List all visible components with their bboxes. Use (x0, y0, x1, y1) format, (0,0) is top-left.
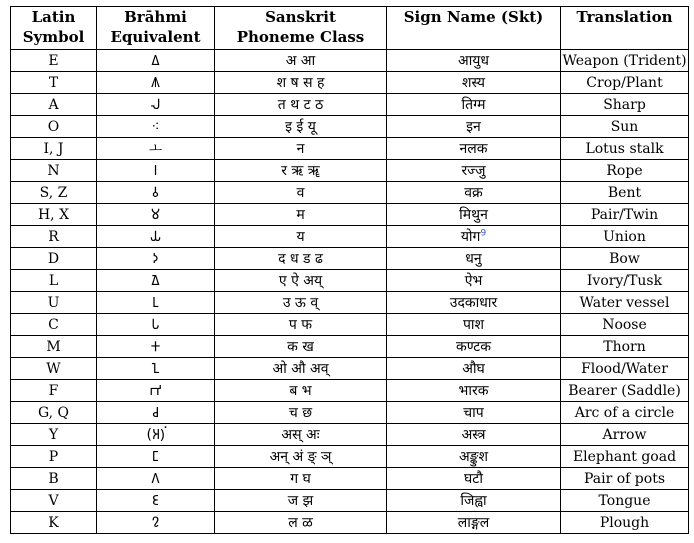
cell-sign-name-text: जिह्वा (460, 492, 487, 509)
cell-latin-symbol (11, 116, 97, 138)
cell-sign-name-text: अङ्कुश (458, 448, 489, 465)
cell-latin-symbol (11, 248, 97, 270)
cell-translation (561, 358, 689, 380)
cell-brahmi-equivalent (97, 292, 215, 314)
cell-phoneme-class-text: ब भ (289, 382, 312, 399)
header-translation (561, 7, 689, 50)
cell-brahmi-equivalent (97, 424, 215, 446)
symbol-table (10, 6, 689, 534)
cell-latin-symbol-text: T (48, 74, 59, 91)
cell-phoneme-class (215, 226, 387, 248)
cell-phoneme-class (215, 160, 387, 182)
cell-phoneme-class (215, 402, 387, 424)
cell-translation-text: Arrow (602, 426, 647, 443)
cell-translation-text: Weapon (Trident) (562, 52, 687, 69)
cell-latin-symbol-text: O (47, 118, 60, 135)
cell-brahmi-equivalent-text: 𑀍 (151, 514, 160, 531)
cell-translation (561, 204, 689, 226)
cell-phoneme-class-text: ज झ (287, 492, 314, 509)
cell-latin-symbol-text: P (48, 448, 59, 465)
header-sign-line1: Sign Name (Skt) (403, 8, 544, 26)
cell-brahmi-equivalent (97, 270, 215, 292)
cell-sign-name (387, 446, 561, 468)
cell-latin-symbol-text: I, J (43, 140, 64, 157)
cell-phoneme-class (215, 490, 387, 512)
cell-brahmi-equivalent (97, 116, 215, 138)
cell-phoneme-class (215, 380, 387, 402)
cell-latin-symbol-text: R (48, 228, 59, 245)
cell-sign-name (387, 490, 561, 512)
cell-brahmi-equivalent-text: ㅗ (148, 140, 163, 157)
cell-sign-name (387, 182, 561, 204)
cell-latin-symbol (11, 72, 97, 94)
cell-brahmi-equivalent-text: 𑀫 (150, 206, 161, 223)
cell-latin-symbol-text: G, Q (37, 404, 70, 421)
cell-phoneme-class (215, 72, 387, 94)
cell-sign-name (387, 512, 561, 534)
cell-brahmi-equivalent-text: 𑀚 (151, 492, 160, 509)
cell-sign-name (387, 358, 561, 380)
cell-phoneme-class-text: न (296, 140, 305, 157)
cell-brahmi-equivalent-text: 𑀘 (151, 404, 160, 421)
cell-latin-symbol (11, 380, 97, 402)
cell-brahmi-equivalent (97, 402, 215, 424)
header-translation-line1: Translation (576, 8, 673, 26)
cell-phoneme-class (215, 358, 387, 380)
cell-latin-symbol-text: W (46, 360, 61, 377)
cell-brahmi-equivalent-text: 𑀗 (151, 448, 160, 465)
cell-translation-text: Pair of pots (583, 470, 666, 487)
cell-phoneme-class (215, 50, 387, 72)
cell-phoneme-class-text: इ ई यू (285, 118, 316, 135)
cell-latin-symbol-text: H, X (37, 206, 70, 223)
cell-brahmi-equivalent (97, 336, 215, 358)
cell-sign-name (387, 50, 561, 72)
cell-translation-text: Tongue (598, 492, 651, 509)
cell-translation (561, 226, 689, 248)
cell-latin-symbol (11, 446, 97, 468)
cell-brahmi-equivalent-text: 𑀑 (151, 360, 160, 377)
header-brahmi-line2: Equivalent (110, 28, 201, 46)
cell-latin-symbol (11, 50, 97, 72)
cell-sign-name-text: औघ (462, 360, 485, 377)
cell-sign-name (387, 424, 561, 446)
table-row (11, 446, 689, 468)
cell-sign-name-text: आयुध (457, 52, 490, 69)
cell-translation (561, 424, 689, 446)
cell-brahmi-equivalent-text: 𑀉 (152, 294, 159, 311)
cell-phoneme-class-text: प फ (288, 316, 313, 333)
cell-translation-text: Rope (606, 162, 643, 179)
cell-latin-symbol-text: E (48, 52, 59, 69)
cell-phoneme-class (215, 182, 387, 204)
footnote-link[interactable]: 9 (480, 227, 487, 238)
cell-translation-text: Elephant goad (572, 448, 677, 465)
cell-sign-name-text: मिथुन (459, 206, 488, 223)
cell-translation-text: Pair/Twin (590, 206, 659, 223)
cell-brahmi-equivalent (97, 380, 215, 402)
cell-translation (561, 490, 689, 512)
cell-phoneme-class (215, 138, 387, 160)
cell-sign-name-text: तिग्म (461, 96, 486, 113)
cell-translation-text: Sun (610, 118, 639, 135)
cell-sign-name (387, 226, 561, 248)
table-row (11, 94, 689, 116)
cell-translation-text: Noose (602, 316, 647, 333)
table-row (11, 50, 689, 72)
cell-translation-text: Thorn (603, 338, 646, 355)
cell-sign-name-text: चाप (463, 404, 484, 421)
table-header (11, 7, 689, 50)
table-row (11, 160, 689, 182)
cell-phoneme-class-text: द ध ड ढ (278, 250, 323, 267)
cell-latin-symbol (11, 270, 97, 292)
cell-translation-text: Sharp (603, 96, 646, 113)
cell-translation (561, 116, 689, 138)
cell-latin-symbol (11, 182, 97, 204)
cell-brahmi-equivalent-text: 𑀐 (150, 272, 161, 289)
table-row (11, 402, 689, 424)
cell-sign-name (387, 248, 561, 270)
cell-phoneme-class (215, 446, 387, 468)
cell-phoneme-class (215, 270, 387, 292)
cell-latin-symbol-text: C (48, 316, 59, 333)
cell-phoneme-class-text: ए ऐ अय् (278, 272, 323, 289)
cell-phoneme-class-text: च छ (288, 404, 313, 421)
cell-latin-symbol-text: F (48, 382, 59, 399)
table-row (11, 116, 689, 138)
cell-latin-symbol-text: A (48, 96, 59, 113)
cell-translation-text: Bent (607, 184, 642, 201)
cell-latin-symbol (11, 490, 97, 512)
cell-phoneme-class (215, 116, 387, 138)
header-latin-line1: Latin (31, 8, 76, 26)
cell-sign-name-text: कण्टक (455, 338, 492, 355)
cell-translation-text: Lotus stalk (585, 140, 664, 157)
cell-translation (561, 402, 689, 424)
cell-brahmi-equivalent-text: 𑀰 (150, 74, 161, 91)
cell-brahmi-equivalent-text: (𑀅)𑀁 (146, 426, 165, 443)
cell-sign-name (387, 292, 561, 314)
cell-sign-name (387, 380, 561, 402)
cell-phoneme-class-text: अ आ (285, 52, 316, 69)
cell-phoneme-class-text: म (296, 206, 305, 223)
cell-translation-text: Crop/Plant (586, 74, 663, 91)
cell-translation (561, 380, 689, 402)
cell-phoneme-class (215, 204, 387, 226)
cell-translation-text: Arc of a circle (574, 404, 675, 421)
cell-translation-text: Flood/Water (581, 360, 668, 377)
cell-brahmi-equivalent (97, 50, 215, 72)
cell-brahmi-equivalent (97, 160, 215, 182)
cell-brahmi-equivalent (97, 468, 215, 490)
cell-translation-text: Plough (599, 514, 650, 531)
table-body (11, 50, 689, 534)
cell-brahmi-equivalent (97, 138, 215, 160)
cell-latin-symbol (11, 402, 97, 424)
cell-latin-symbol-text: U (47, 294, 60, 311)
cell-brahmi-equivalent-text: 𑀮 (150, 96, 161, 113)
table-row (11, 512, 689, 534)
cell-brahmi-equivalent (97, 204, 215, 226)
cell-translation (561, 72, 689, 94)
cell-translation-text: Ivory/Tusk (586, 272, 663, 289)
cell-translation (561, 446, 689, 468)
cell-sign-name (387, 204, 561, 226)
cell-translation (561, 248, 689, 270)
cell-brahmi-equivalent-text: 𑀤 (152, 250, 159, 267)
cell-phoneme-class-text: उ ऊ व् (282, 294, 319, 311)
table-row (11, 490, 689, 512)
cell-phoneme-class-text: अस् अः (281, 426, 320, 443)
cell-sign-name-text: लाङ्गल (457, 514, 490, 531)
cell-translation (561, 336, 689, 358)
table-row (11, 424, 689, 446)
cell-latin-symbol (11, 94, 97, 116)
cell-brahmi-equivalent (97, 358, 215, 380)
cell-sign-name (387, 270, 561, 292)
cell-latin-symbol (11, 292, 97, 314)
cell-brahmi-equivalent (97, 94, 215, 116)
cell-translation-text: Water vessel (579, 294, 670, 311)
cell-sign-name-text: योग (460, 228, 481, 245)
cell-sign-name-text: इन (466, 118, 481, 135)
cell-sign-name-text: रज्जु (461, 162, 486, 179)
cell-latin-symbol-text: L (48, 272, 59, 289)
cell-phoneme-class (215, 336, 387, 358)
cell-phoneme-class-text: ग घ (290, 470, 311, 487)
cell-phoneme-class-text: य (296, 228, 305, 245)
cell-latin-symbol-text: V (48, 492, 59, 509)
cell-latin-symbol-text: S, Z (39, 184, 68, 201)
cell-sign-name (387, 402, 561, 424)
cell-translation (561, 138, 689, 160)
cell-brahmi-equivalent-text: 𑀬 (149, 228, 162, 245)
table-row (11, 248, 689, 270)
cell-latin-symbol-text: M (46, 338, 61, 355)
cell-sign-name-text: नलक (459, 140, 488, 157)
cell-brahmi-equivalent (97, 512, 215, 534)
cell-translation-text: Union (603, 228, 646, 245)
cell-brahmi-equivalent-text: 𑀕 (150, 470, 161, 487)
header-latin (11, 7, 97, 50)
cell-brahmi-equivalent-text: 𑀏 (150, 52, 161, 69)
cell-latin-symbol-text: D (47, 250, 60, 267)
cell-latin-symbol (11, 336, 97, 358)
table-row (11, 138, 689, 160)
cell-latin-symbol (11, 468, 97, 490)
cell-phoneme-class-text: श ष स ह (276, 74, 325, 91)
cell-sign-name-text: धनु (465, 250, 482, 267)
cell-latin-symbol-text: N (47, 162, 60, 179)
header-brahmi-line1: Brāhmi (124, 8, 187, 26)
cell-translation (561, 468, 689, 490)
header-latin-line2: Symbol (22, 28, 85, 46)
cell-brahmi-equivalent (97, 314, 215, 336)
cell-sign-name (387, 160, 561, 182)
cell-translation (561, 160, 689, 182)
cell-phoneme-class (215, 248, 387, 270)
cell-sign-name (387, 94, 561, 116)
table-row (11, 292, 689, 314)
table-row (11, 182, 689, 204)
cell-latin-symbol-text: K (48, 514, 59, 531)
table-row (11, 314, 689, 336)
cell-translation (561, 512, 689, 534)
table-row (11, 358, 689, 380)
cell-brahmi-equivalent (97, 226, 215, 248)
cell-phoneme-class-text: अन् अं ङ् ञ् (269, 448, 332, 465)
header-row (11, 7, 689, 50)
cell-latin-symbol (11, 512, 97, 534)
table-row (11, 380, 689, 402)
cell-phoneme-class-text: क ख (287, 338, 314, 355)
cell-phoneme-class-text: र ऋ ॠ (281, 162, 320, 179)
cell-latin-symbol (11, 424, 97, 446)
table-row (11, 336, 689, 358)
cell-translation (561, 314, 689, 336)
cell-translation-text: Bow (609, 250, 640, 267)
cell-sign-name-text: उदकाधार (449, 294, 498, 311)
cell-phoneme-class-text: ल ळ (288, 514, 313, 531)
cell-translation (561, 50, 689, 72)
cell-sign-name (387, 468, 561, 490)
cell-phoneme-class-text: त थ ट ठ (277, 96, 324, 113)
cell-latin-symbol (11, 138, 97, 160)
cell-brahmi-equivalent (97, 72, 215, 94)
cell-sign-name-text: ऐभ (464, 272, 483, 289)
cell-phoneme-class (215, 94, 387, 116)
cell-sign-name (387, 314, 561, 336)
cell-phoneme-class (215, 424, 387, 446)
table-row (11, 204, 689, 226)
header-sign-name (387, 7, 561, 50)
cell-sign-name (387, 336, 561, 358)
header-class-line1: Sanskrit (265, 8, 336, 26)
table-row (11, 226, 689, 248)
cell-sign-name-text: पाश (462, 316, 485, 333)
cell-latin-symbol-text: B (48, 470, 59, 487)
cell-latin-symbol (11, 314, 97, 336)
header-class-line2: Phoneme Class (236, 28, 365, 46)
cell-brahmi-equivalent (97, 446, 215, 468)
cell-phoneme-class (215, 512, 387, 534)
cell-phoneme-class-text: व (296, 184, 305, 201)
cell-sign-name-text: वक्र (464, 184, 483, 201)
cell-latin-symbol-text: Y (48, 426, 59, 443)
cell-latin-symbol (11, 226, 97, 248)
cell-phoneme-class (215, 292, 387, 314)
cell-brahmi-equivalent (97, 490, 215, 512)
table-row (11, 270, 689, 292)
cell-sign-name-text: शस्य (461, 74, 486, 91)
cell-sign-name (387, 138, 561, 160)
cell-phoneme-class (215, 314, 387, 336)
cell-translation (561, 182, 689, 204)
cell-latin-symbol (11, 160, 97, 182)
header-phoneme-class (215, 7, 387, 50)
cell-brahmi-equivalent-text: 𑀓 (150, 338, 161, 355)
cell-translation (561, 270, 689, 292)
cell-sign-name (387, 116, 561, 138)
cell-latin-symbol (11, 358, 97, 380)
cell-brahmi-equivalent (97, 248, 215, 270)
table-row (11, 72, 689, 94)
cell-phoneme-class-text: ओ औ अव् (272, 360, 329, 377)
header-brahmi (97, 7, 215, 50)
cell-brahmi-equivalent-text: 𑀭 (153, 162, 158, 179)
cell-sign-name-text: भारक (458, 382, 489, 399)
cell-translation-text: Bearer (Saddle) (568, 382, 681, 399)
cell-sign-name-text: घटौ (464, 470, 483, 487)
cell-latin-symbol (11, 204, 97, 226)
cell-brahmi-equivalent-text: 𑀧 (151, 316, 160, 333)
cell-brahmi-equivalent-text: 𑀯 (151, 184, 160, 201)
cell-brahmi-equivalent-text: 𑀪 (149, 382, 162, 399)
cell-translation (561, 94, 689, 116)
cell-sign-name (387, 72, 561, 94)
table-row (11, 468, 689, 490)
cell-sign-name-text: अस्त्र (461, 426, 486, 443)
cell-translation (561, 292, 689, 314)
cell-brahmi-equivalent (97, 182, 215, 204)
cell-brahmi-equivalent-text: ⁖ (151, 118, 160, 135)
cell-phoneme-class (215, 468, 387, 490)
